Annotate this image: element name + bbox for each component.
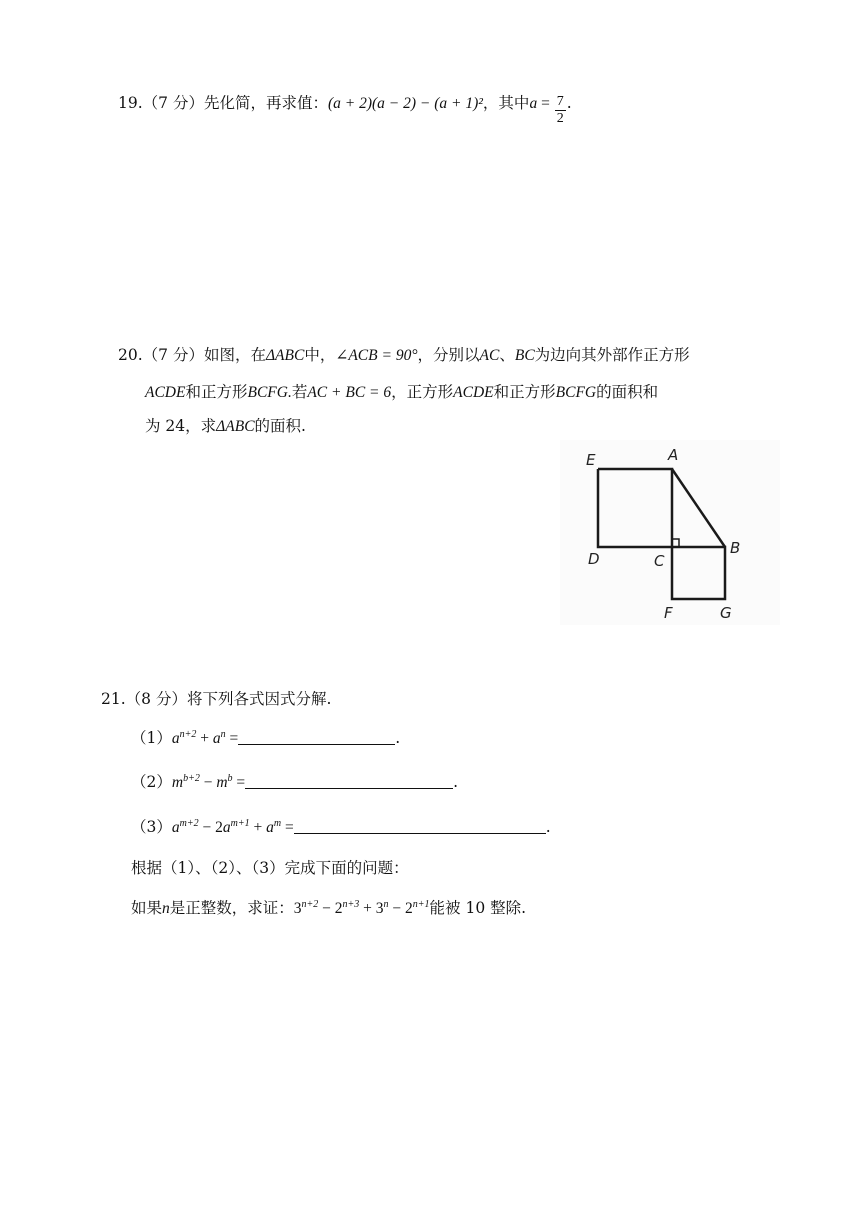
- exponent: n: [220, 729, 226, 740]
- base: a: [171, 819, 180, 836]
- label-C: C: [654, 552, 665, 570]
- q20-text: 的面积.: [254, 417, 306, 435]
- label-F: F: [664, 604, 673, 622]
- q20-condition: AC + BC = 6: [307, 384, 392, 401]
- q20-square: ACDE: [453, 384, 494, 401]
- q19-prefix: 19.（7 分）先化简，再求值：: [118, 94, 328, 112]
- q20-text: 20.（7 分）如图，在: [118, 346, 266, 364]
- question-20-line-2: [145, 381, 658, 404]
- period: .: [545, 818, 551, 836]
- q20-text: 、: [499, 346, 515, 364]
- period: .: [395, 729, 401, 747]
- q20-text: 和正方形: [185, 383, 248, 401]
- exponent: b+2: [183, 773, 200, 784]
- part-label: （3）: [131, 818, 172, 836]
- q20-text: 为 24，求: [145, 417, 217, 435]
- question-20-line-1: [118, 344, 690, 367]
- q19-fraction: [555, 94, 566, 127]
- proof-text: 是正整数，求证：: [169, 899, 294, 917]
- operator: −: [199, 774, 217, 791]
- q20-text: 和正方形: [493, 383, 556, 401]
- term-base: 2: [334, 900, 343, 917]
- q21-based-on: 根据（1）、（2）、（3）完成下面的问题：: [131, 859, 409, 877]
- operator: −: [388, 900, 406, 917]
- exponent: m: [273, 818, 282, 829]
- base: a: [171, 730, 180, 747]
- label-G: G: [720, 604, 732, 622]
- question-20-line-3: [145, 415, 306, 438]
- base: a: [212, 730, 221, 747]
- base: a: [266, 819, 274, 836]
- operator: +: [196, 730, 213, 747]
- operator: −: [318, 900, 335, 917]
- q21-part-3: [131, 816, 551, 839]
- q20-text: 中，: [304, 346, 336, 364]
- exponent: m+1: [230, 818, 250, 829]
- q21-proof: [131, 897, 526, 920]
- q20-angle: ∠ACB = 90°: [335, 347, 418, 364]
- answer-blank-2[interactable]: [245, 774, 453, 789]
- operator: +: [359, 900, 376, 917]
- q19-where: ，其中: [482, 94, 530, 112]
- part-label: （2）: [131, 773, 172, 791]
- exponent: b: [227, 773, 233, 784]
- q20-triangle: ΔABC: [216, 418, 255, 435]
- q19-frac-num: 7: [556, 94, 564, 109]
- q19-end: .: [566, 94, 572, 112]
- equals: =: [281, 819, 294, 836]
- term-exponent: n+2: [301, 899, 319, 910]
- base: m: [171, 774, 184, 791]
- q20-figure: [560, 440, 780, 625]
- label-D: D: [588, 550, 600, 568]
- q20-text: 的面积和: [596, 383, 659, 401]
- term-base: 2: [405, 900, 413, 917]
- question-21-title: 21.（8 分）将下列各式因式分解.: [101, 690, 332, 708]
- equals: =: [225, 730, 239, 747]
- answer-blank-3[interactable]: [294, 819, 546, 834]
- q20-text: 若: [291, 383, 308, 401]
- base: a: [222, 819, 231, 836]
- q19-eq: =: [537, 95, 554, 112]
- term-exponent: n+3: [342, 899, 360, 910]
- term-base: 3: [375, 900, 384, 917]
- q20-square: BCFG.: [247, 384, 292, 401]
- label-E: E: [586, 451, 596, 469]
- q20-segment: AC: [479, 347, 500, 364]
- label-B: B: [730, 539, 741, 557]
- question-19: [118, 92, 572, 127]
- q20-text: ，正方形: [391, 383, 454, 401]
- answer-blank-1[interactable]: [238, 730, 395, 745]
- proof-text: 能被 10 整除.: [429, 899, 527, 917]
- q19-frac-den: 2: [556, 111, 564, 126]
- q20-segment: BC: [514, 347, 535, 364]
- term-base: 3: [293, 900, 302, 917]
- q20-square: ACDE: [145, 384, 186, 401]
- label-A: A: [668, 446, 679, 464]
- exponent: n+2: [179, 729, 197, 740]
- q19-var: a: [529, 95, 538, 112]
- q20-text: 为边向其外部作正方形: [534, 346, 690, 364]
- q20-square: BCFG: [555, 384, 597, 401]
- proof-text: 如果: [131, 899, 163, 917]
- q21-part-1: [131, 727, 400, 750]
- q21-part-2: [131, 771, 458, 794]
- exponent: m+2: [179, 818, 199, 829]
- q19-expression: (a + 2)(a − 2) − (a + 1)²: [327, 95, 483, 112]
- q20-triangle: ΔABC: [265, 347, 305, 364]
- variable-n: n: [162, 900, 170, 917]
- base: m: [216, 774, 228, 791]
- operator: − 2: [198, 819, 223, 836]
- term-exponent: n+1: [412, 899, 430, 910]
- term-exponent: n: [383, 899, 389, 910]
- operator: +: [249, 819, 267, 836]
- part-label: （1）: [131, 729, 172, 747]
- period: .: [453, 773, 459, 791]
- q20-text: ，分别以: [417, 346, 480, 364]
- equals: =: [232, 774, 246, 791]
